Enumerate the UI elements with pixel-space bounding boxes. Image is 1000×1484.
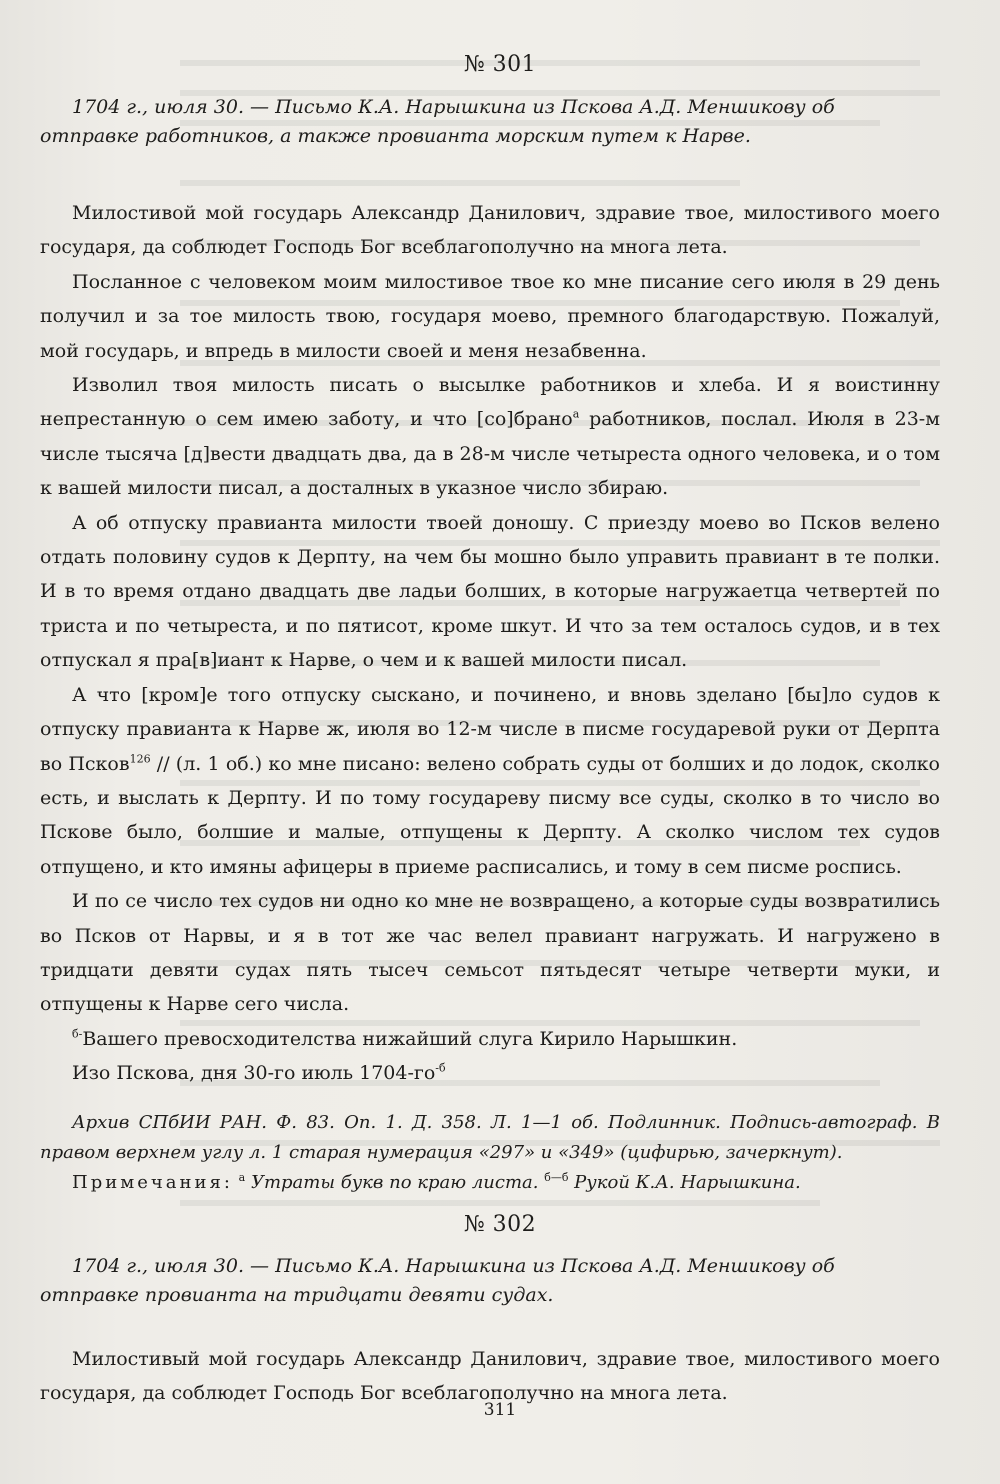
paragraph-302-greeting: Милостивый мой государь Александр Данилович, здравие твое, милостивого моего государя, да соблюдет Господь Бог всеблагополучно на многа лета. (40, 1348, 940, 1405)
paragraph-loading: И по се число тех судов ни одно ко мне не возвращено, а которые суды возвратились во Псков от Нарвы, и я в тот же час велел правиант нагружать. И нагружено в тридцати девяти судах пять тысеч семьсот пятьдесят четыре четверти муки, и отпущены к Нарве сего числа. (40, 890, 940, 1016)
notes-line (40, 1168, 940, 1198)
heading-302-line-2: отправке провианта на тридцати девяти судах. (40, 1284, 554, 1306)
archive-reference (40, 1108, 940, 1198)
paragraph-workers-text-a: Изволил твоя милость писать о высылке работников и хлеба. И я воистинну непрестанную о сем имею заботу, и что [со]брано (40, 374, 940, 431)
footnote-mark-b-open: б- (72, 1027, 83, 1041)
document-301-heading (40, 93, 940, 151)
document-number-302: № 302 (463, 1212, 537, 1237)
paragraph-thanks: Посланное с человеком моим милостивое твое ко мне писание сего июля в 29 день получил и за тое милость твою, государя моево, премного благодарствую. Пожалуй, мой государь, и впредь в милости своей и меня незабвенна. (40, 270, 940, 362)
heading-301-line-1: 1704 г., июля 30. — Письмо К.А. Нарышкина из Пскова А.Д. Меншикову об (72, 96, 835, 118)
page-number: 311 (483, 1400, 517, 1420)
paragraph-boats-text-a: А что [кром]е того отпуску сыскано, и починено, и вновь зделано [бы]ло судов к отпуску правианта к Нарве ж, июля во 12-м числе в писме государевой руки от Дерпта во Псков (40, 683, 940, 775)
signature-text: Вашего превосходителства нижайший слуга Кирило Нарышкин. (82, 1027, 738, 1050)
date-line (40, 1056, 940, 1090)
archive-line: Архив СПбИИ РАН. Ф. 83. Оп. 1. Д. 358. Л. 1—1 об. Подлинник. Подпись-автограф. В правом верхнем углу л. 1 старая нумерация «297» и «349» (цифирью, зачеркнут). (40, 1112, 940, 1163)
notes-text-a: Утраты букв по краю листа. (245, 1172, 545, 1193)
heading-301-line-2: отправке работников, а также провианта морским путем к Нарве. (40, 125, 751, 147)
notes-mark-b: б—б (544, 1171, 569, 1184)
paragraph-provisions: А об отпуску правианта милости твоей доношу. С приезду моево во Псков велено отдать половину судов к Дерпту, на чем бы мошно было управить правиант в те полки. И в то время отдано двадцать две ладьи болших, в которые нагружаетца четвертей по триста и по четыреста, и по пятисот, кроме шкут. И что за тем осталось судов, и в тех отпускал я пра[в]иант к Нарве, о чем и к вашей милости писал. (40, 511, 940, 672)
heading-302-line-1: 1704 г., июля 30. — Письмо К.А. Нарышкина из Пскова А.Д. Меншикову об (72, 1255, 835, 1277)
notes-mark-a: а (238, 1171, 246, 1184)
paragraph-workers (40, 368, 940, 506)
paragraph-greeting: Милостивой мой государь Александр Данилович, здравие твое, милостивого моего государя, да соблюдет Господь Бог всеблагополучно на многа лета. (40, 202, 940, 259)
notes-text-b: Рукой К.А. Нарышкина. (568, 1172, 801, 1193)
footnote-mark-a: а (572, 408, 580, 422)
date-text: Изо Пскова, дня 30-го июль 1704-го (72, 1062, 436, 1085)
document-number-301: № 301 (463, 52, 537, 77)
paragraph-workers-text-b: работников, послал. Июля в 23-м числе тысяча [д]вести двадцать два, да в 28-м числе четыреста одного человека, и о том к вашей милости писал, а досталных в указное число збираю. (40, 408, 940, 500)
paragraph-boats (40, 678, 940, 884)
notes-label: Примечания: (72, 1172, 233, 1193)
document-302-heading (40, 1252, 940, 1310)
document-301-body (40, 196, 940, 1091)
footnote-mark-126: 126 (129, 752, 151, 766)
footnote-mark-b-close: -б (435, 1061, 446, 1075)
paragraph-boats-text-b: // (л. 1 об.) ко мне писано: велено собрать суды от болших и до лодок, сколко есть, и выслать к Дерпту. И по тому государеву писму все суды, сколко в то число во Пскове было, болшие и малые, отпущены к Дерпту. А сколко числом тех судов отпущено, и кто имяны афицеры в приеме расписались, и тому в сем писме роспись. (40, 752, 940, 878)
signature-line (40, 1022, 940, 1056)
